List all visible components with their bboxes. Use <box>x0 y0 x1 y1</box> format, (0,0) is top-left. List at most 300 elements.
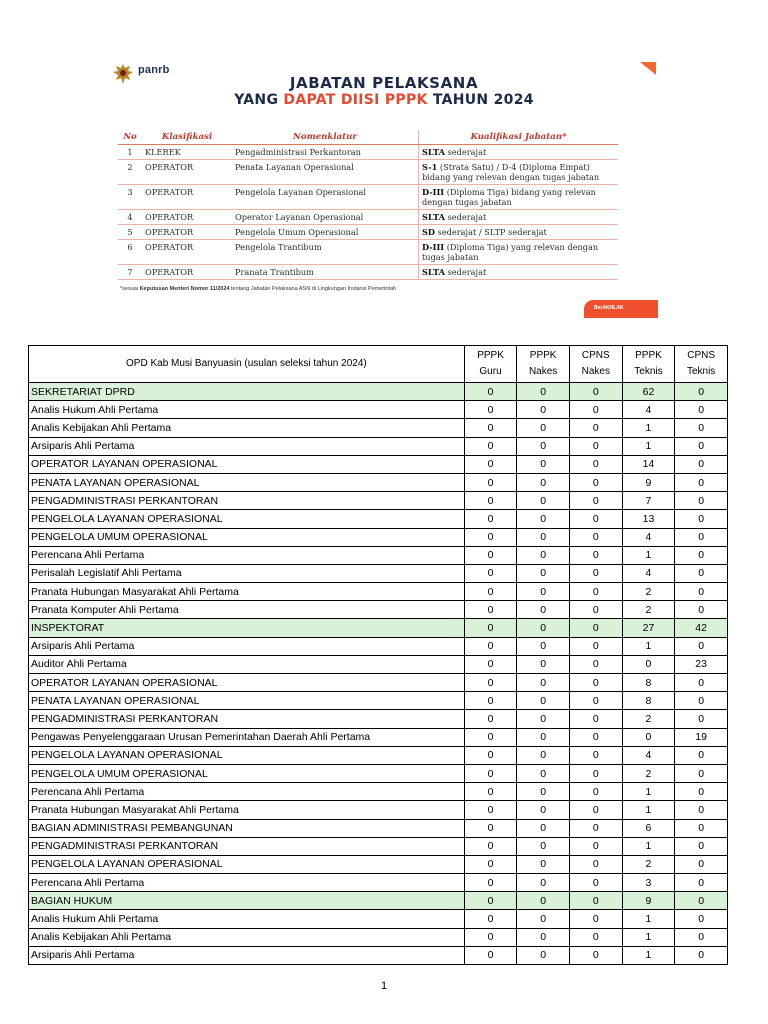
row-value: 1 <box>622 637 675 655</box>
row-name: OPERATOR LAYANAN OPERASIONAL <box>29 455 465 473</box>
reference-table <box>118 130 618 280</box>
row-value: 0 <box>675 528 728 546</box>
title-highlight: DAPAT DIISI PPPK <box>283 92 428 108</box>
row-name: Perencana Ahli Pertama <box>29 783 465 801</box>
row-name: PENGELOLA LAYANAN OPERASIONAL <box>29 510 465 528</box>
row-value: 0 <box>569 801 622 819</box>
column-header <box>517 346 570 383</box>
row-value: 0 <box>517 746 570 764</box>
row-value: 0 <box>517 855 570 873</box>
row-name: BAGIAN HUKUM <box>29 892 465 910</box>
row-value: 1 <box>622 837 675 855</box>
kualifikasi-text: sederajat <box>445 267 487 277</box>
table-row <box>29 819 728 837</box>
row-value: 0 <box>517 419 570 437</box>
table-row <box>29 583 728 601</box>
row-value: 0 <box>675 892 728 910</box>
row-value: 0 <box>517 546 570 564</box>
row-value: 0 <box>569 837 622 855</box>
row-value: 0 <box>464 473 517 491</box>
row-value: 0 <box>675 419 728 437</box>
reference-cell: 1 <box>118 145 142 160</box>
row-value: 0 <box>517 892 570 910</box>
row-name: INSPEKTORAT <box>29 619 465 637</box>
row-name: Pengawas Penyelenggaraan Urusan Pemerintahan Daerah Ahli Pertama <box>29 728 465 746</box>
row-name: Perisalah Legislatif Ahli Pertama <box>29 564 465 582</box>
row-value: 0 <box>569 419 622 437</box>
reference-row <box>118 160 618 185</box>
row-value: 0 <box>464 510 517 528</box>
row-value: 0 <box>517 764 570 782</box>
column-header <box>464 346 517 383</box>
column-header <box>569 346 622 383</box>
reference-row <box>118 210 618 225</box>
table-row <box>29 492 728 510</box>
row-name: Pranata Hubungan Masyarakat Ahli Pertama <box>29 583 465 601</box>
row-value: 0 <box>464 946 517 964</box>
page-number: 1 <box>380 980 388 992</box>
table-row <box>29 528 728 546</box>
row-value: 13 <box>622 510 675 528</box>
reference-cell: Pengelola Umum Operasional <box>232 225 419 240</box>
row-value: 0 <box>569 946 622 964</box>
row-value: 0 <box>569 710 622 728</box>
row-value: 0 <box>675 546 728 564</box>
row-value: 0 <box>675 674 728 692</box>
row-value: 2 <box>622 601 675 619</box>
row-value: 0 <box>569 437 622 455</box>
row-value: 4 <box>622 564 675 582</box>
reference-row <box>118 265 618 280</box>
reference-cell: KLEREK <box>142 145 232 160</box>
row-value: 0 <box>675 437 728 455</box>
row-value: 0 <box>517 583 570 601</box>
row-value: 0 <box>464 437 517 455</box>
row-value: 0 <box>569 383 622 401</box>
reference-cell-kualifikasi <box>419 225 619 240</box>
row-value: 0 <box>675 874 728 892</box>
row-value: 0 <box>464 674 517 692</box>
row-value: 0 <box>517 564 570 582</box>
banner-image <box>104 56 664 322</box>
row-value: 9 <box>622 473 675 491</box>
column-header <box>675 346 728 383</box>
row-value: 0 <box>675 564 728 582</box>
row-value: 0 <box>517 383 570 401</box>
reference-cell-kualifikasi <box>419 160 619 185</box>
row-value: 62 <box>622 383 675 401</box>
reference-cell: Pranata Trantibum <box>232 265 419 280</box>
row-value: 6 <box>622 819 675 837</box>
row-value: 8 <box>622 674 675 692</box>
row-value: 1 <box>622 546 675 564</box>
reference-table-header <box>118 130 618 145</box>
row-name: Analis Kebijakan Ahli Pertama <box>29 928 465 946</box>
row-name: PENGELOLA UMUM OPERASIONAL <box>29 764 465 782</box>
row-value: 0 <box>675 383 728 401</box>
row-value: 0 <box>569 728 622 746</box>
kualifikasi-text: (Diploma Tiga) yang relevan dengan tugas jabatan <box>422 242 599 262</box>
row-value: 0 <box>517 801 570 819</box>
opd-table <box>28 345 728 965</box>
table-row <box>29 874 728 892</box>
row-name: PENGELOLA LAYANAN OPERASIONAL <box>29 855 465 873</box>
row-name: Analis Hukum Ahli Pertama <box>29 401 465 419</box>
row-value: 0 <box>464 583 517 601</box>
row-name: BAGIAN ADMINISTRASI PEMBANGUNAN <box>29 819 465 837</box>
row-value: 0 <box>569 601 622 619</box>
reference-cell-kualifikasi <box>419 265 619 280</box>
row-value: 0 <box>517 401 570 419</box>
row-value: 0 <box>569 492 622 510</box>
row-value: 0 <box>569 510 622 528</box>
row-value: 27 <box>622 619 675 637</box>
kualifikasi-level: SD <box>422 227 436 237</box>
row-value: 0 <box>569 764 622 782</box>
row-value: 0 <box>569 619 622 637</box>
row-value: 0 <box>675 783 728 801</box>
row-value: 0 <box>675 746 728 764</box>
row-value: 0 <box>675 455 728 473</box>
table-row <box>29 419 728 437</box>
column-header-line1: PPPK <box>529 350 557 361</box>
row-value: 0 <box>675 819 728 837</box>
kualifikasi-level: SLTA <box>422 147 445 157</box>
row-value: 14 <box>622 455 675 473</box>
row-value: 0 <box>675 910 728 928</box>
row-value: 23 <box>675 655 728 673</box>
row-name: Arsiparis Ahli Pertama <box>29 946 465 964</box>
row-value: 0 <box>464 910 517 928</box>
row-value: 0 <box>464 728 517 746</box>
row-name: Perencana Ahli Pertama <box>29 546 465 564</box>
reference-header-cell: Klasifikasi <box>142 130 232 145</box>
row-value: 0 <box>569 583 622 601</box>
kualifikasi-level: S-1 <box>422 162 438 172</box>
table-row <box>29 801 728 819</box>
row-name: PENGADMINISTRASI PERKANTORAN <box>29 710 465 728</box>
row-value: 0 <box>675 692 728 710</box>
row-name: PENATA LAYANAN OPERASIONAL <box>29 692 465 710</box>
row-value: 0 <box>675 401 728 419</box>
row-value: 0 <box>675 583 728 601</box>
table-row <box>29 837 728 855</box>
row-value: 0 <box>464 637 517 655</box>
reference-cell: 6 <box>118 240 142 265</box>
row-value: 0 <box>675 492 728 510</box>
row-value: 0 <box>517 473 570 491</box>
row-name: OPERATOR LAYANAN OPERASIONAL <box>29 674 465 692</box>
row-value: 0 <box>464 601 517 619</box>
table-row <box>29 674 728 692</box>
row-value: 0 <box>675 801 728 819</box>
column-header-line1: CPNS <box>687 350 716 361</box>
row-value: 0 <box>517 928 570 946</box>
table-row <box>29 710 728 728</box>
row-value: 3 <box>622 874 675 892</box>
row-value: 0 <box>569 746 622 764</box>
banner-title-line1: JABATAN PELAKSANA <box>289 74 479 92</box>
row-value: 0 <box>569 637 622 655</box>
row-value: 1 <box>622 910 675 928</box>
row-value: 8 <box>622 692 675 710</box>
column-header-line2: Teknis <box>634 366 663 377</box>
row-name: Analis Hukum Ahli Pertama <box>29 910 465 928</box>
group-row <box>29 892 728 910</box>
row-value: 0 <box>517 528 570 546</box>
kualifikasi-level: D-III <box>422 242 445 252</box>
row-name: PENGADMINISTRASI PERKANTORAN <box>29 492 465 510</box>
column-header <box>622 346 675 383</box>
row-value: 0 <box>517 946 570 964</box>
row-value: 2 <box>622 583 675 601</box>
row-value: 1 <box>622 928 675 946</box>
table-row <box>29 401 728 419</box>
row-value: 0 <box>569 783 622 801</box>
reference-cell: Pengelola Trantibum <box>232 240 419 265</box>
table-row <box>29 437 728 455</box>
reference-cell-kualifikasi <box>419 185 619 210</box>
row-value: 0 <box>517 637 570 655</box>
column-header-line2: Guru <box>479 366 502 377</box>
reference-cell: OPERATOR <box>142 225 232 240</box>
row-value: 0 <box>675 764 728 782</box>
row-value: 0 <box>569 546 622 564</box>
row-value: 0 <box>675 837 728 855</box>
row-value: 0 <box>569 910 622 928</box>
reference-cell: 7 <box>118 265 142 280</box>
column-header-line2: Nakes <box>528 366 558 377</box>
reference-cell: Operator Layanan Operasional <box>232 210 419 225</box>
column-header-line1: PPPK <box>635 350 662 361</box>
row-value: 4 <box>622 746 675 764</box>
reference-cell: 2 <box>118 160 142 185</box>
row-value: 0 <box>464 819 517 837</box>
row-value: 0 <box>517 692 570 710</box>
row-value: 0 <box>517 492 570 510</box>
table-row <box>29 510 728 528</box>
reference-cell: 4 <box>118 210 142 225</box>
reference-cell: Pengadministrasi Perkantoran <box>232 145 419 160</box>
reference-cell-kualifikasi <box>419 145 619 160</box>
table-row <box>29 728 728 746</box>
kualifikasi-level: SLTA <box>422 267 445 277</box>
row-name: PENGELOLA LAYANAN OPERASIONAL <box>29 746 465 764</box>
row-value: 1 <box>622 946 675 964</box>
row-value: 0 <box>464 764 517 782</box>
table-row <box>29 855 728 873</box>
row-value: 0 <box>464 455 517 473</box>
table-row <box>29 473 728 491</box>
row-value: 0 <box>569 473 622 491</box>
row-name: Auditor Ahli Pertama <box>29 655 465 673</box>
row-value: 0 <box>675 510 728 528</box>
row-name: Pranata Komputer Ahli Pertama <box>29 601 465 619</box>
row-value: 0 <box>517 674 570 692</box>
row-value: 0 <box>464 928 517 946</box>
row-value: 0 <box>675 473 728 491</box>
kualifikasi-level: D-III <box>422 187 445 197</box>
kualifikasi-text: sederajat <box>445 147 487 157</box>
footnote-part: *sesuai <box>120 286 140 292</box>
footnote-part: tentang Jabatan Pelaksana ASN di Lingkungan Instansi Pemerintah <box>229 286 397 292</box>
row-value: 0 <box>517 910 570 928</box>
row-value: 0 <box>569 819 622 837</box>
reference-header-cell: Nomenklatur <box>232 130 419 145</box>
row-name: Arsiparis Ahli Pertama <box>29 637 465 655</box>
kualifikasi-text: (Diploma Tiga) bidang yang relevan dengan tugas jabatan <box>422 187 596 207</box>
kualifikasi-text: (Strata Satu) / D-4 (Diploma Empat) bidang yang relevan dengan tugas jabatan <box>422 162 600 182</box>
column-header-line1: PPPK <box>477 350 504 361</box>
badge-text: BerAKHLAK <box>594 305 624 311</box>
column-header-line1: CPNS <box>581 350 610 361</box>
row-value: 7 <box>622 492 675 510</box>
row-name: Pranata Hubungan Masyarakat Ahli Pertama <box>29 801 465 819</box>
row-value: 0 <box>464 546 517 564</box>
row-value: 0 <box>569 874 622 892</box>
row-value: 0 <box>517 837 570 855</box>
row-value: 42 <box>675 619 728 637</box>
row-value: 0 <box>464 619 517 637</box>
row-value: 0 <box>517 655 570 673</box>
table-row <box>29 601 728 619</box>
banner-title-line2 <box>104 92 664 108</box>
table-row <box>29 910 728 928</box>
footnote-bold: Keputusan Menteri Nomor 11/2024 <box>139 286 230 292</box>
table-row <box>29 783 728 801</box>
kualifikasi-text: sederajat / SLTP sederajat <box>435 227 547 237</box>
row-value: 0 <box>675 855 728 873</box>
row-name: Perencana Ahli Pertama <box>29 874 465 892</box>
row-value: 9 <box>622 892 675 910</box>
row-value: 0 <box>569 892 622 910</box>
row-value: 0 <box>517 601 570 619</box>
reference-cell: OPERATOR <box>142 265 232 280</box>
row-value: 0 <box>464 655 517 673</box>
row-value: 0 <box>464 892 517 910</box>
header-title: OPD Kab Musi Banyuasin (usulan seleksi tahun 2024) <box>29 346 465 383</box>
row-value: 1 <box>622 801 675 819</box>
table-row <box>29 564 728 582</box>
table-row <box>29 746 728 764</box>
row-value: 4 <box>622 401 675 419</box>
row-value: 0 <box>517 455 570 473</box>
title-part: TAHUN 2024 <box>427 92 534 108</box>
row-value: 0 <box>622 728 675 746</box>
opd-table-body <box>29 383 728 965</box>
row-value: 0 <box>675 601 728 619</box>
reference-cell: Penata Layanan Operasional <box>232 160 419 185</box>
row-value: 0 <box>569 528 622 546</box>
row-value: 0 <box>569 855 622 873</box>
row-value: 0 <box>464 783 517 801</box>
reference-row <box>118 145 618 160</box>
row-name: Arsiparis Ahli Pertama <box>29 437 465 455</box>
table-row <box>29 546 728 564</box>
row-value: 0 <box>675 710 728 728</box>
table-row <box>29 637 728 655</box>
row-value: 0 <box>464 692 517 710</box>
row-value: 0 <box>569 401 622 419</box>
row-value: 0 <box>569 455 622 473</box>
reference-cell: OPERATOR <box>142 240 232 265</box>
row-value: 0 <box>569 928 622 946</box>
group-row <box>29 383 728 401</box>
row-value: 0 <box>569 692 622 710</box>
table-row <box>29 455 728 473</box>
row-value: 0 <box>464 564 517 582</box>
row-value: 0 <box>464 492 517 510</box>
reference-header-cell: No <box>118 130 142 145</box>
reference-row <box>118 240 618 265</box>
row-value: 0 <box>464 710 517 728</box>
kualifikasi-level: SLTA <box>422 212 445 222</box>
row-value: 0 <box>464 419 517 437</box>
row-value: 2 <box>622 764 675 782</box>
logo-text: panrb <box>138 64 170 76</box>
table-row <box>29 655 728 673</box>
row-value: 1 <box>622 419 675 437</box>
row-value: 0 <box>464 874 517 892</box>
row-value: 2 <box>622 710 675 728</box>
row-name: Analis Kebijakan Ahli Pertama <box>29 419 465 437</box>
reference-cell: 3 <box>118 185 142 210</box>
row-value: 0 <box>675 946 728 964</box>
row-value: 0 <box>517 437 570 455</box>
reference-cell: OPERATOR <box>142 210 232 225</box>
kualifikasi-text: sederajat <box>445 212 487 222</box>
title-part: YANG <box>234 92 284 108</box>
row-value: 0 <box>464 401 517 419</box>
opd-table-header <box>29 346 728 383</box>
row-value: 0 <box>517 710 570 728</box>
row-value: 19 <box>675 728 728 746</box>
row-name: PENGELOLA UMUM OPERASIONAL <box>29 528 465 546</box>
row-value: 0 <box>569 564 622 582</box>
berakhlak-badge <box>584 300 658 318</box>
reference-cell: OPERATOR <box>142 185 232 210</box>
row-value: 1 <box>622 437 675 455</box>
column-header-line2: Teknis <box>686 366 716 377</box>
row-value: 0 <box>622 655 675 673</box>
row-value: 1 <box>622 783 675 801</box>
row-value: 0 <box>464 801 517 819</box>
row-value: 0 <box>464 837 517 855</box>
row-value: 0 <box>675 928 728 946</box>
row-value: 0 <box>517 874 570 892</box>
reference-cell-kualifikasi <box>419 240 619 265</box>
reference-cell: 5 <box>118 225 142 240</box>
row-value: 0 <box>569 674 622 692</box>
row-name: SEKRETARIAT DPRD <box>29 383 465 401</box>
row-name: PENATA LAYANAN OPERASIONAL <box>29 473 465 491</box>
reference-row <box>118 185 618 210</box>
row-value: 4 <box>622 528 675 546</box>
row-value: 0 <box>517 819 570 837</box>
footnote <box>120 286 396 292</box>
row-value: 0 <box>464 746 517 764</box>
table-row <box>29 692 728 710</box>
row-value: 0 <box>675 637 728 655</box>
row-name: PENGADMINISTRASI PERKANTORAN <box>29 837 465 855</box>
row-value: 0 <box>464 383 517 401</box>
table-row <box>29 946 728 964</box>
row-value: 2 <box>622 855 675 873</box>
row-value: 0 <box>517 510 570 528</box>
row-value: 0 <box>464 855 517 873</box>
row-value: 0 <box>464 528 517 546</box>
reference-table-body <box>118 145 618 280</box>
